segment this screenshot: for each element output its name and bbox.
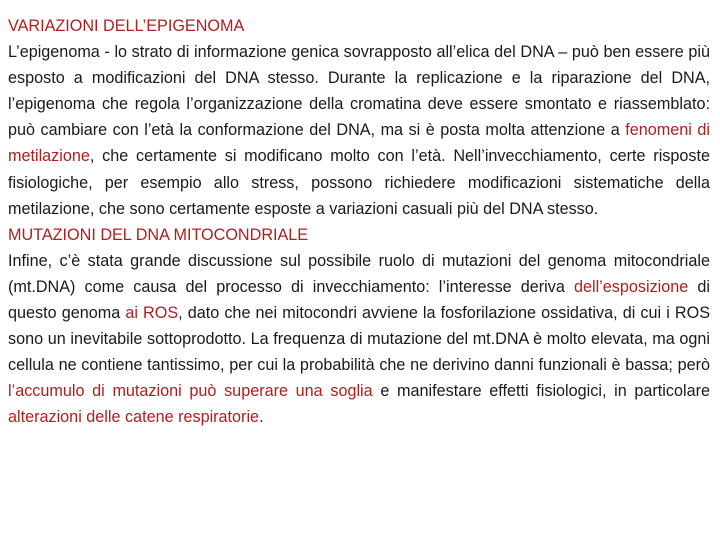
section-heading-mitochondrial-dna: MUTAZIONI DEL DNA MITOCONDRIALE bbox=[8, 225, 309, 244]
highlight-respiratory-chain: alterazioni delle catene respiratorie bbox=[8, 408, 260, 427]
slide-content bbox=[8, 13, 710, 431]
paragraph-text: . bbox=[259, 408, 264, 427]
paragraph-text: e manifestare effetti fisiologici, in particolare bbox=[372, 382, 710, 401]
highlight-mutation-threshold: l’accumulo di mutazioni può superare una soglia bbox=[8, 382, 373, 401]
paragraph-text: , dato che nei mitocondri avviene la fosforilazione ossidativa, di cui i ROS sono un inevitabile sottoprodotto. La frequenza di mutazione del mt.DNA è molto elevata, ma ogni cellula ne contiene tantissimo, per cui la probabilità che ne derivino danni funzionali è bassa; però bbox=[8, 304, 710, 375]
paragraph-epigenome bbox=[8, 39, 710, 222]
highlight-exposure: dell’esposizione bbox=[573, 277, 689, 296]
paragraph-mitochondrial-dna bbox=[8, 248, 710, 431]
paragraph-text: L’epigenoma - lo strato di informazione genica sovrapposto all’elica del DNA – può ben essere più esposto a modificazioni del DNA stesso. Durante la replicazione e la riparazione del DNA, l’epigenoma che regola l’organizzazione della cromatina deve essere smontato e riassemblato: può cambiare con l’età la conformazione del DNA, ma si è posta molta attenzione a bbox=[8, 43, 710, 140]
highlight-methylation: fenomeni di metilazione bbox=[8, 121, 710, 166]
paragraph-text: di questo genoma bbox=[8, 277, 710, 323]
section-heading-epigenome: VARIAZIONI DELL’EPIGENOMA bbox=[8, 17, 245, 35]
highlight-ros: ai ROS bbox=[125, 304, 179, 323]
paragraph-text: Infine, c’è stata grande discussione sul possibile ruolo di mutazioni del genoma mitocondriale (mt.DNA) come causa del processo di invecchiamento: l’interesse deriva bbox=[8, 251, 710, 296]
paragraph-text: , che certamente si modificano molto con l’età. Nell’invecchiamento, certe risposte fisiologiche, per esempio allo stress, possono richiedere modificazioni sistematiche della metilazione, che sono certamente esposte a variazioni casuali più del DNA stesso. bbox=[8, 147, 710, 218]
